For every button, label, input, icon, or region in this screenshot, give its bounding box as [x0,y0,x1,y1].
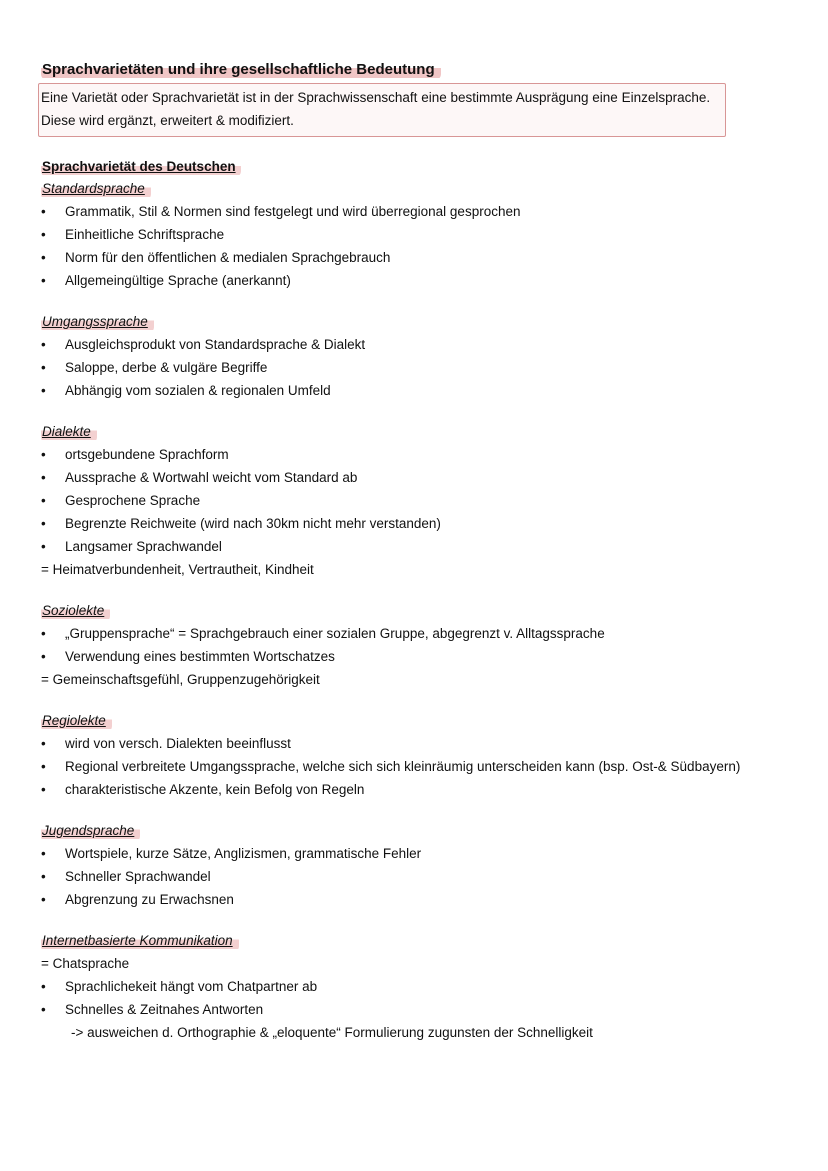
list-item-text: Verwendung eines bestimmten Wortschatzes [65,649,335,664]
list-item [41,489,801,512]
bullet-icon: • [41,250,46,265]
bullet-icon: • [41,1002,46,1017]
bullet-list [41,732,801,801]
bullet-list [41,333,801,402]
section-heading: Regiolekte [41,709,112,732]
list-item [41,622,801,645]
bullet-icon: • [41,782,46,797]
list-item [41,865,801,888]
list-item-text: Norm für den öffentlichen & medialen Sprachgebrauch [65,250,391,265]
bullet-icon: • [41,360,46,375]
list-item-text: Saloppe, derbe & vulgäre Begriffe [65,360,268,375]
list-item [41,246,801,269]
list-item [41,888,801,911]
section-standardsprache [41,177,801,292]
list-item-text: Gesprochene Sprache [65,493,201,508]
list-item [41,535,801,558]
list-item [41,732,801,755]
bullet-icon: • [41,383,46,398]
bullet-icon: • [41,470,46,485]
bullet-icon: • [41,227,46,242]
bullet-icon: • [41,447,46,462]
list-item [41,379,801,402]
section-jugendsprache [41,819,801,911]
bullet-icon: • [41,846,46,861]
section-soziolekte [41,599,801,691]
list-item [41,998,801,1021]
bullet-icon: • [41,273,46,288]
sub-note: -> ausweichen d. Orthographie & „eloquente“ Formulierung zugunsten der Schnelligkeit [71,1025,593,1040]
bullet-icon: • [41,892,46,907]
list-item [41,466,801,489]
bullet-icon: • [41,626,46,641]
list-item-text: Langsamer Sprachwandel [65,539,222,554]
list-item [41,200,801,223]
bullet-icon: • [41,979,46,994]
document-content [41,60,801,1044]
bullet-icon: • [41,736,46,751]
list-item-text: Abhängig vom sozialen & regionalen Umfeld [65,383,331,398]
bullet-list [41,200,801,292]
bullet-icon: • [41,204,46,219]
definition-line-1: Eine Varietät oder Sprachvarietät ist in der Sprachwissenschaft eine bestimmte Ausprägung eine Einzelsprache. [41,90,711,105]
section-intro: = Chatsprache [41,956,130,971]
bullet-icon: • [41,759,46,774]
list-item [41,223,801,246]
section-heading: Soziolekte [41,599,110,622]
list-item-text: Wortspiele, kurze Sätze, Anglizismen, grammatische Fehler [65,846,422,861]
list-item-text: ortsgebundene Sprachform [65,447,229,462]
section-heading: Umgangssprache [41,310,154,333]
page-title: Sprachvarietäten und ihre gesellschaftliche Bedeutung [41,60,441,80]
definition-line-2: Diese wird ergänzt, erweitert & modifiziert. [41,113,294,128]
bullet-icon: • [41,493,46,508]
section-summary: = Heimatverbundenheit, Vertrautheit, Kindheit [41,562,314,577]
section-heading: Jugendsprache [41,819,140,842]
list-item-text: Sprachlichekeit hängt vom Chatpartner ab [65,979,318,994]
list-item-text: Regional verbreitete Umgangssprache, welche sich sich kleinräumig unterscheiden kann (bsp. Ost-& Südbayern) [65,759,741,774]
list-item-text: wird von versch. Dialekten beeinflusst [65,736,291,751]
list-item [41,645,801,668]
list-item-text: Grammatik, Stil & Normen sind festgelegt und wird überregional gesprochen [65,204,521,219]
bullet-icon: • [41,539,46,554]
list-item [41,443,801,466]
section-heading: Dialekte [41,420,97,443]
list-item-text: Begrenzte Reichweite (wird nach 30km nicht mehr verstanden) [65,516,441,531]
list-item [41,842,801,865]
section-regiolekte [41,709,801,801]
section-dialekte [41,420,801,581]
bullet-icon: • [41,869,46,884]
section-internetbasierte-kommunikation [41,929,801,1044]
list-item [41,755,801,778]
bullet-icon: • [41,516,46,531]
bullet-list [41,842,801,911]
list-item-text: Aussprache & Wortwahl weicht vom Standard ab [65,470,358,485]
list-item-text: Schneller Sprachwandel [65,869,211,884]
bullet-list [41,975,801,1021]
section-umgangssprache [41,310,801,402]
list-item [41,269,801,292]
list-item [41,512,801,535]
list-item-text: charakteristische Akzente, kein Befolg von Regeln [65,782,365,797]
bullet-list [41,443,801,558]
section-heading: Internetbasierte Kommunikation [41,929,239,952]
bullet-list [41,622,801,668]
list-item [41,778,801,801]
list-item-text: Schnelles & Zeitnahes Antworten [65,1002,264,1017]
section-heading: Standardsprache [41,177,151,200]
list-item-text: Einheitliche Schriftsprache [65,227,225,242]
section-group-title: Sprachvarietät des Deutschen [41,157,241,177]
list-item-text: Abgrenzung zu Erwachsnen [65,892,234,907]
bullet-icon: • [41,337,46,352]
definition-box [38,83,726,137]
list-item [41,975,801,998]
section-summary: = Gemeinschaftsgefühl, Gruppenzugehörigkeit [41,672,320,687]
list-item [41,356,801,379]
list-item-text: Ausgleichsprodukt von Standardsprache & Dialekt [65,337,366,352]
bullet-icon: • [41,649,46,664]
list-item-text: Allgemeingültige Sprache (anerkannt) [65,273,291,288]
list-item [41,333,801,356]
list-item-text: „Gruppensprache“ = Sprachgebrauch einer sozialen Gruppe, abgegrenzt v. Alltagssprache [65,626,605,641]
